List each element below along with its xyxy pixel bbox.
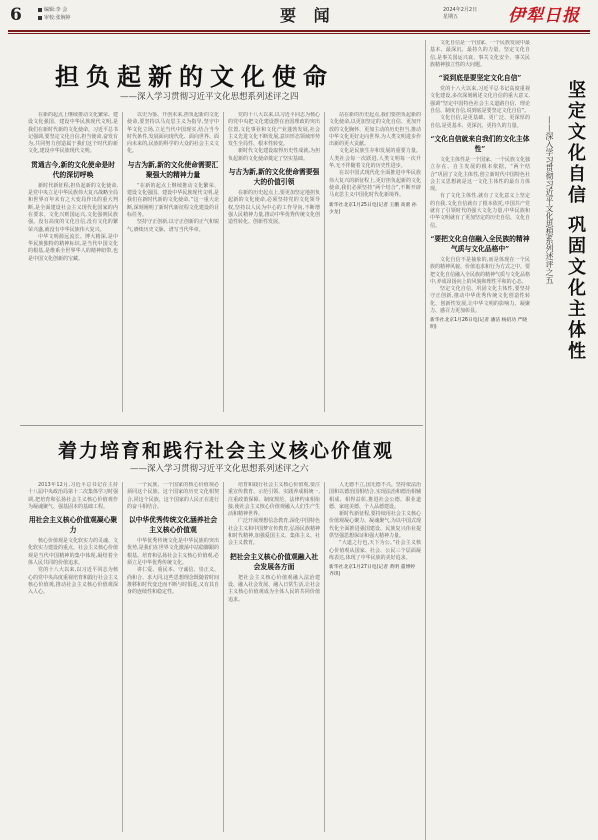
body-text: 党的十八大以来,以习近平同志为核心的党中央把文化建设摆在治国理政的突出位置,文化事业和文化产业蓬勃发展,社会主义先进文化不断发展,意识形态领域形势发生全局性、根本性转变。 [228, 112, 320, 148]
article1-column-2 [127, 112, 219, 412]
body-text: 一个民族、一个国家的核心价值观必须同这个民族、这个国家的历史文化相契合,同这个民族、这个国家的人民正在进行的奋斗相结合。 [127, 482, 219, 510]
article1-subhead: 与古为新,新的文化使命需要汇聚强大的精神力量 [127, 160, 219, 179]
article3-subhead: 以中华优秀传统文化涵养社会主义核心价值观 [128, 516, 218, 535]
body-text: 中华文明源远流长、博大精深,是中华民族独特的精神标识,是当代中国文化的根基,是维系全世界华人的精神纽带,也是中国文化创新的宝藏。 [28, 233, 118, 262]
body-text: 党的十八大以来,习近平总书记高度重视文化建设,多次深刻阐述文化自信的重大意义,强调“坚定中国特色社会主义道路自信、理论自信、制度自信,说到底是要坚定文化自信”。 [430, 86, 530, 115]
body-text: 讲仁爱、重民本、守诚信、崇正义、尚和合、求大同,这些思想理念既随着时间推移和时代变迁而不断与时俱进,又有其自身的连续性和稳定性。 [127, 567, 219, 596]
body-text: 有了文化主体性,就有了文化意义上坚定的自我,文化自信就有了根本依托,中国共产党就有了引领时代的强大文化力量,中华民族和中华文明就有了更加坚定的历史自信、文化自信。 [430, 193, 530, 229]
editor-line: 审校:张婉婷 [44, 15, 71, 21]
body-text: 以史为鉴、开创未来,担负起新的文化使命,要坚持以马克思主义为指导,坚守中华文化立场,立足当代中国现实,结合当今时代条件,发展面向现代化、面向世界、面向未来的,民族的科学的大众的社会主义文化。 [127, 112, 219, 155]
article3-column-3 [228, 482, 320, 832]
body-text: 在以中国式现代化全面推进中华民族伟大复兴的新征程上,更好担负起新的文化使命,我们必须坚持“两个结合”,不断开辟马克思主义中国化时代化新境界。 [329, 170, 421, 199]
article3-column-1 [28, 482, 118, 832]
body-text: 站在新的历史起点,我们要担负起新的文化使命,以更加坚定的文化自信、更加开放的文化胸怀、更加主动的历史担当,推动中华文化更好走向世界,为人类文明进步作出新的更大贡献。 [329, 112, 421, 148]
article1-column-1 [28, 112, 118, 412]
body-text: 新时代新征程,要持续用社会主义核心价值观凝心聚力、凝魂聚气,为以中国式现代化全面推进强国建设、民族复兴伟业提供坚强思想保证和强大精神力量。 [329, 511, 421, 540]
column-divider [223, 112, 224, 412]
article2-column-1 [430, 40, 530, 830]
body-text: “在新的起点上继续推动文化繁荣、建设文化强国、建设中华民族现代文明,是我们在新时代新的文化使命。”这一重大论断,深刻阐明了新时代新征程文化建设的目标任务。 [127, 182, 219, 218]
body-text: 坚定文化自信、巩固文化主体性,要坚持守正创新,推动中华优秀传统文化创造性转化、创新性发展,让中华文明的影响力、凝聚力、感召力更加彰显。 [430, 286, 530, 315]
bullet-icon [38, 16, 42, 20]
date-line: 2024年2月2日 [443, 7, 478, 13]
column-divider [122, 112, 123, 412]
article2-title-part-1: 坚定文化自信 [565, 80, 586, 206]
article2-subhead: “说到底是要坚定文化自信” [438, 74, 522, 83]
article3-title: 着力培育和践行社会主义核心价值观 [58, 440, 395, 462]
section-title: 要 闻 [280, 6, 336, 25]
body-text: “大道之行也,天下为公。”社会主义核心价值观从国家、社会、公民三个层面凝练表达,体现了中华民族的美好追求。 [329, 540, 421, 561]
body-text: 在新的历史起点上,要更加坚定地担负起新的文化使命,必须坚持党的文化领导权,坚持以人民为中心的工作导向,不断增强人民精神力量,推动中华优秀传统文化创造性转化、创新性发展。 [228, 190, 320, 226]
column-divider [324, 482, 325, 832]
body-text: 文化自信是一个国家、一个民族发展中最基本、最深沉、最持久的力量。坚定文化自信,是事关国运兴衰、事关文化安全、事关民族精神独立性的大问题。 [430, 40, 530, 68]
body-text: 坚持守正创新,以守正创新的正气和锐气,赓续历史文脉、谱写当代华章。 [127, 219, 219, 233]
issue-date [443, 7, 503, 21]
body-text: 培育和践行社会主义核心价值观,要注重宣传教育、示范引领、实践养成相统一,注重政策保障、制度规范、法律约束相衔接,使社会主义核心价值观融入人们生产生活和精神世界。 [228, 482, 320, 518]
body-text: 在新的起点上继续推动文化繁荣、建设文化强国、建设中华民族现代文明,是我们在新时代新的文化使命。习近平总书记强调,要坚定文化自信,担当使命,奋发有为,共同努力创造属于我们这个时代的新文化,建设中华民族现代文明。 [28, 112, 118, 155]
article1-byline: 新华社北京1月25日电(记者 王鹏 高蕾 孙少龙) [329, 202, 417, 215]
body-text: 新时代新征程,担负起新的文化使命,是党中央立足中华民族伟大复兴战略全局和世界百年未有之大变局作出的重大判断,是全面建设社会主义现代化国家的内在要求。文化兴则国运兴,文化强则民族强。没有高度的文化自信,没有文化的繁荣兴盛,就没有中华民族伟大复兴。 [28, 182, 118, 233]
column-divider [324, 112, 325, 412]
editor-line: 编辑:李 会 [44, 7, 68, 13]
article3-subhead: 把社会主义核心价值观融入社会发展各方面 [229, 552, 319, 571]
column-divider [122, 482, 123, 832]
article2-subhead: “要把文化自信融入全民族的精神气质与文化品格中” [430, 234, 530, 253]
article2-byline: 新华社北京1月26日电(记者 潘洁 杨绍功 严晓明) [430, 318, 528, 331]
article3-column-4 [329, 482, 421, 832]
article3-column-2 [127, 482, 219, 832]
bullet-icon [38, 8, 42, 12]
body-text: 文化主体性是一个国家、一个民族文化独立存在、自主发展的根本依据。“两个结合”巩固了文化主体性,创立新时代中国特色社会主义思想就是这一文化主体性的最有力体现。 [430, 156, 530, 193]
body-text: 新时代文化建设取得历史性成就,为担负起新的文化使命奠定了坚实基础。 [228, 148, 320, 162]
body-text: 文化自信,是更基础、更广泛、更深厚的自信,是更基本、更深沉、更持久的力量。 [430, 115, 530, 129]
page-number: 6 [10, 5, 22, 25]
article3-byline: 新华社北京1月27日电(记者 黄明 董博婷 齐琪) [329, 565, 416, 578]
column-divider [425, 40, 426, 840]
body-text: 党的十八大以来,以习近平同志为核心的党中央高度重视培育和践行社会主义核心价值观,推动社会主义核心价值观深入人心。 [28, 567, 118, 596]
header-rule-thin [8, 33, 590, 34]
page-header [0, 0, 598, 40]
body-text: 人无德不立,国无德不兴。坚持依法治国和以德治国相结合,实现法治和德治相辅相成、相得益彰,推进社会公德、职业道德、家庭美德、个人品德建设。 [329, 482, 421, 510]
article3-subtitle: ——深入学习贯彻习近平文化思想系列述评之六 [130, 464, 309, 474]
article1-title: 担负起新的文化使命 [55, 62, 334, 91]
body-text: 2013年12月,习近平总书记在主持十八届中央政治局第十二次集体学习时强调,把培育和弘扬社会主义核心价值观作为凝魂聚气、强基固本的基础工程。 [28, 482, 118, 510]
body-text: 核心价值观是文化软实力的灵魂、文化软实力建设的重点。社会主义核心价值观是当代中国精神的集中体现,凝结着全体人民共同的价值追求。 [28, 538, 118, 567]
body-text: 把社会主义核心价值观融入法治建设、融入社会发展、融入日常生活,让社会主义核心价值观成为全体人民的共同价值追求。 [228, 574, 320, 603]
weekday-line: 星期五 [443, 14, 459, 20]
article2-subhead: “文化自信就来自我们的文化主体性” [430, 134, 530, 153]
body-text: 广泛开展理想信念教育,深化中国特色社会主义和中国梦宣传教育,弘扬民族精神和时代精神,加强爱国主义、集体主义、社会主义教育。 [228, 518, 320, 547]
article1-subtitle: ——深入学习贯彻习近平文化思想系列述评之四 [120, 92, 299, 102]
article1-subhead: 贯通古今,新的文化使命是时代的深切呼唤 [31, 160, 115, 179]
article1-column-4 [329, 112, 421, 412]
header-rule [8, 30, 590, 32]
article3-subhead: 用社会主义核心价值观凝心聚力 [28, 516, 118, 535]
article2-title-part-2: 巩固文化主体性 [565, 215, 586, 362]
newspaper-masthead: 伊犁日报 [508, 6, 580, 26]
article2-subtitle: ——深入学习贯彻习近平文化思想系列述评之五 [545, 116, 554, 284]
article1-subhead: 与古为新,新的文化使命需要强大的价值引领 [228, 168, 320, 187]
editor-credits [38, 6, 71, 22]
article1-column-3 [228, 112, 320, 412]
section-divider [20, 425, 423, 426]
body-text: 文化是民族生存和发展的重要力量。人类社会每一次跃进,人类文明每一次升华,无不伴随着文化的历史性进步。 [329, 148, 421, 170]
body-text: 文化自信不是抽象的,而是体现在一个民族的精神风貌、价值追求和行为方式之中。要把文化自信融入全民族的精神气质与文化品格中,养成昂扬向上的风貌和理性平和的心态。 [430, 256, 530, 285]
body-text: 中华优秀传统文化是中华民族的突出优势,是我们在世界文化激荡中站稳脚跟的根基。培育和弘扬社会主义核心价值观,必须立足中华优秀传统文化。 [127, 538, 219, 567]
column-divider [223, 482, 224, 832]
